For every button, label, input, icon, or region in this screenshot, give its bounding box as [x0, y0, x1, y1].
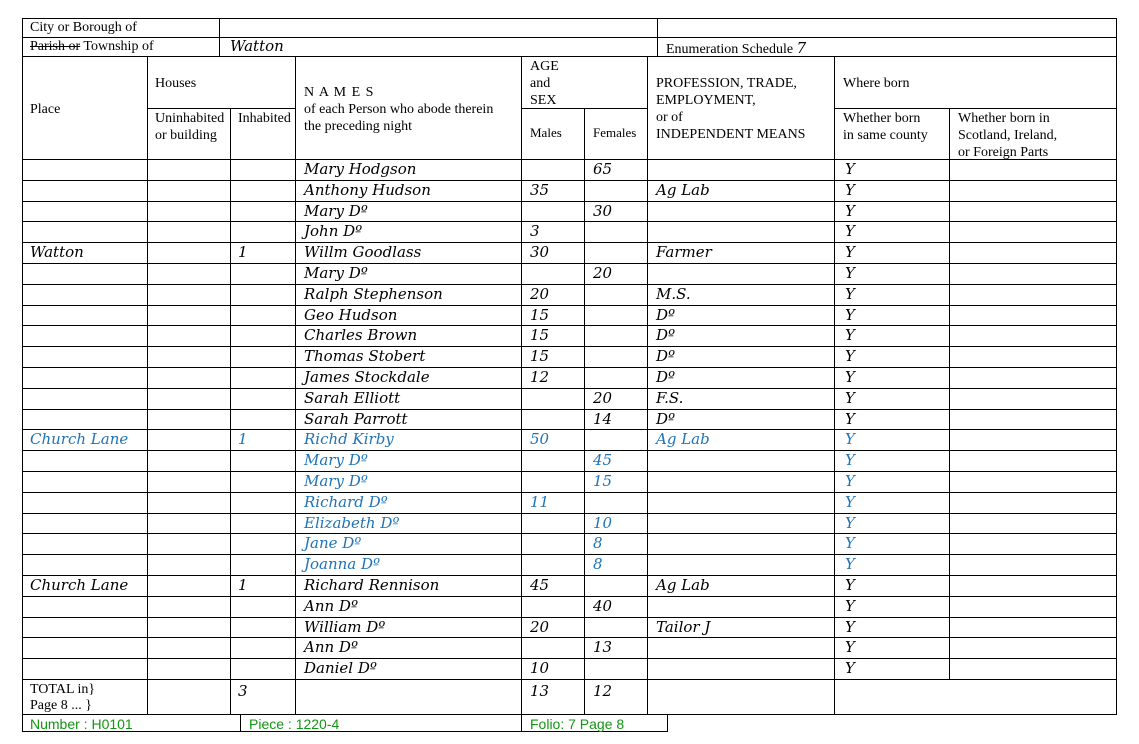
cell-name: Joanna Dº: [304, 555, 381, 573]
cell-inhabited: 1: [238, 430, 248, 448]
cell-name: Sarah Parrott: [304, 410, 408, 428]
cell-name: Mary Dº: [304, 202, 368, 220]
cell-profession: Ag Lab: [656, 181, 710, 199]
cell-females: 8: [593, 534, 603, 552]
reference-piece: Piece : 1220-4: [249, 716, 340, 732]
col-same-county-2: in same county: [843, 128, 928, 143]
cell-same-county: Y: [845, 638, 855, 656]
cell-name: Ann Dº: [304, 597, 359, 615]
col-names-3: the preceding night: [304, 119, 413, 134]
row-separator: [22, 284, 1117, 285]
col-age-1: AGE: [530, 59, 559, 74]
cell-place: Church Lane: [30, 430, 129, 448]
cell-same-county: Y: [845, 202, 855, 220]
row-separator: [22, 513, 1117, 514]
cell-profession: Dº: [656, 306, 676, 324]
reference-folio: Folio: 7 Page 8: [530, 716, 625, 732]
cell-males: 15: [530, 306, 550, 324]
cell-profession: Dº: [656, 368, 676, 386]
cell-males: 45: [530, 576, 550, 594]
cell-same-county: Y: [845, 597, 855, 615]
cell-profession: Ag Lab: [656, 430, 710, 448]
cell-profession: Farmer: [656, 243, 712, 261]
cell-inhabited: 1: [238, 576, 248, 594]
row-separator: [22, 388, 1117, 389]
cell-females: 20: [593, 389, 613, 407]
cell-same-county: Y: [845, 347, 855, 365]
cell-profession: Dº: [656, 326, 676, 344]
cell-name: Charles Brown: [304, 326, 418, 344]
cell-profession: M.S.: [656, 285, 691, 303]
cell-name: Willm Goodlass: [304, 243, 422, 261]
row-separator: [22, 242, 1117, 243]
cell-profession: Dº: [656, 410, 676, 428]
cell-name: Daniel Dº: [304, 659, 377, 677]
cell-same-county: Y: [845, 389, 855, 407]
cell-females: 30: [593, 202, 613, 220]
cell-place: Watton: [30, 243, 84, 261]
row-separator: [22, 492, 1117, 493]
total-inhabited: 3: [238, 682, 248, 700]
col-same-county-1: Whether born: [843, 111, 921, 126]
cell-females: 20: [593, 264, 613, 282]
col-names-2: of each Person who abode therein: [304, 102, 494, 117]
cell-name: Thomas Stobert: [304, 347, 426, 365]
cell-same-county: Y: [845, 493, 855, 511]
cell-profession: F.S.: [656, 389, 684, 407]
cell-same-county: Y: [845, 181, 855, 199]
col-foreign-1: Whether born in: [958, 111, 1050, 126]
col-profession-1: PROFESSION, TRADE,: [656, 76, 797, 91]
cell-same-county: Y: [845, 618, 855, 636]
col-where-born: Where born: [843, 76, 910, 91]
cell-males: 35: [530, 181, 550, 199]
cell-same-county: Y: [845, 368, 855, 386]
row-separator: [22, 201, 1117, 202]
cell-same-county: Y: [845, 264, 855, 282]
row-separator: [22, 409, 1117, 410]
row-separator: [22, 617, 1117, 618]
township-value: Watton: [230, 37, 284, 55]
cell-name: William Dº: [304, 618, 386, 636]
cell-same-county: Y: [845, 410, 855, 428]
col-names-1: N A M E S: [304, 85, 375, 100]
row-separator: [22, 554, 1117, 555]
schedule-value: 7: [796, 39, 807, 57]
cell-same-county: Y: [845, 326, 855, 344]
col-males: Males: [530, 125, 562, 140]
cell-males: 12: [530, 368, 550, 386]
cell-name: James Stockdale: [304, 368, 430, 386]
row-separator: [22, 533, 1117, 534]
cell-females: 40: [593, 597, 613, 615]
col-profession-2: EMPLOYMENT,: [656, 93, 756, 108]
cell-same-county: Y: [845, 576, 855, 594]
enumeration-schedule: [666, 39, 806, 58]
city-borough-label: City or Borough of: [30, 20, 137, 35]
cell-name: John Dº: [304, 222, 363, 240]
cell-name: Jane Dº: [304, 534, 362, 552]
col-uninhabited-2: or building: [155, 128, 217, 143]
cell-name: Ann Dº: [304, 638, 359, 656]
cell-inhabited: 1: [238, 243, 248, 261]
cell-name: Mary Hodgson: [304, 160, 417, 178]
cell-name: Geo Hudson: [304, 306, 398, 324]
cell-same-county: Y: [845, 285, 855, 303]
cell-same-county: Y: [845, 534, 855, 552]
cell-name: Elizabeth Dº: [304, 514, 400, 532]
cell-males: 30: [530, 243, 550, 261]
row-separator: [22, 346, 1117, 347]
parish-label-struck: Parish or: [30, 39, 81, 54]
row-separator: [22, 471, 1117, 472]
row-separator: [22, 180, 1117, 181]
row-separator: [22, 429, 1117, 430]
col-profession-3: or of: [656, 110, 683, 125]
col-age-3: SEX: [530, 93, 557, 108]
row-separator: [22, 637, 1117, 638]
row-separator: [22, 450, 1117, 451]
cell-same-county: Y: [845, 514, 855, 532]
col-houses: Houses: [155, 76, 197, 91]
cell-same-county: Y: [845, 659, 855, 677]
cell-same-county: Y: [845, 555, 855, 573]
col-females: Females: [593, 125, 637, 140]
cell-same-county: Y: [845, 243, 855, 261]
cell-males: 50: [530, 430, 550, 448]
parish-township-label: [30, 39, 154, 55]
cell-name: Richard Dº: [304, 493, 388, 511]
cell-profession: Tailor J: [656, 618, 711, 636]
row-separator: [22, 658, 1117, 659]
cell-males: 10: [530, 659, 550, 677]
row-separator: [22, 305, 1117, 306]
cell-name: Richd Kirby: [304, 430, 394, 448]
cell-name: Anthony Hudson: [304, 181, 431, 199]
cell-name: Ralph Stephenson: [304, 285, 443, 303]
cell-name: Mary Dº: [304, 264, 368, 282]
cell-males: 20: [530, 618, 550, 636]
total-label: TOTAL in}: [30, 682, 96, 697]
col-age-2: and: [530, 76, 551, 91]
cell-same-county: Y: [845, 451, 855, 469]
township-label: Township of: [83, 39, 154, 54]
row-separator: [22, 575, 1117, 576]
cell-females: 13: [593, 638, 613, 656]
cell-males: 3: [530, 222, 540, 240]
row-separator: [22, 596, 1117, 597]
cell-females: 65: [593, 160, 613, 178]
cell-same-county: Y: [845, 222, 855, 240]
total-page-label: Page 8 ... }: [30, 698, 92, 713]
cell-place: Church Lane: [30, 576, 129, 594]
cell-females: 45: [593, 451, 613, 469]
cell-same-county: Y: [845, 160, 855, 178]
col-uninhabited-1: Uninhabited: [155, 111, 225, 126]
cell-name: Richard Rennison: [304, 576, 440, 594]
cell-name: Mary Dº: [304, 472, 368, 490]
row-separator: [22, 367, 1117, 368]
cell-males: 15: [530, 347, 550, 365]
cell-females: 14: [593, 410, 613, 428]
total-males: 13: [530, 682, 550, 700]
cell-same-county: Y: [845, 430, 855, 448]
cell-males: 11: [530, 493, 550, 511]
cell-same-county: Y: [845, 306, 855, 324]
schedule-label: Enumeration Schedule: [666, 42, 794, 57]
reference-number: Number : H0101: [30, 716, 133, 732]
cell-name: Sarah Elliott: [304, 389, 401, 407]
col-foreign-2: Scotland, Ireland,: [958, 128, 1058, 143]
cell-females: 8: [593, 555, 603, 573]
col-profession-4: INDEPENDENT MEANS: [656, 127, 806, 142]
row-separator: [22, 325, 1117, 326]
col-foreign-3: or Foreign Parts: [958, 145, 1049, 160]
total-females: 12: [593, 682, 613, 700]
cell-name: Mary Dº: [304, 451, 368, 469]
cell-same-county: Y: [845, 472, 855, 490]
row-separator: [22, 221, 1117, 222]
row-separator: [22, 263, 1117, 264]
cell-males: 15: [530, 326, 550, 344]
cell-profession: Dº: [656, 347, 676, 365]
cell-males: 20: [530, 285, 550, 303]
col-inhabited: Inhabited: [238, 111, 291, 126]
cell-females: 15: [593, 472, 613, 490]
cell-profession: Ag Lab: [656, 576, 710, 594]
cell-females: 10: [593, 514, 613, 532]
col-place: Place: [30, 102, 61, 117]
